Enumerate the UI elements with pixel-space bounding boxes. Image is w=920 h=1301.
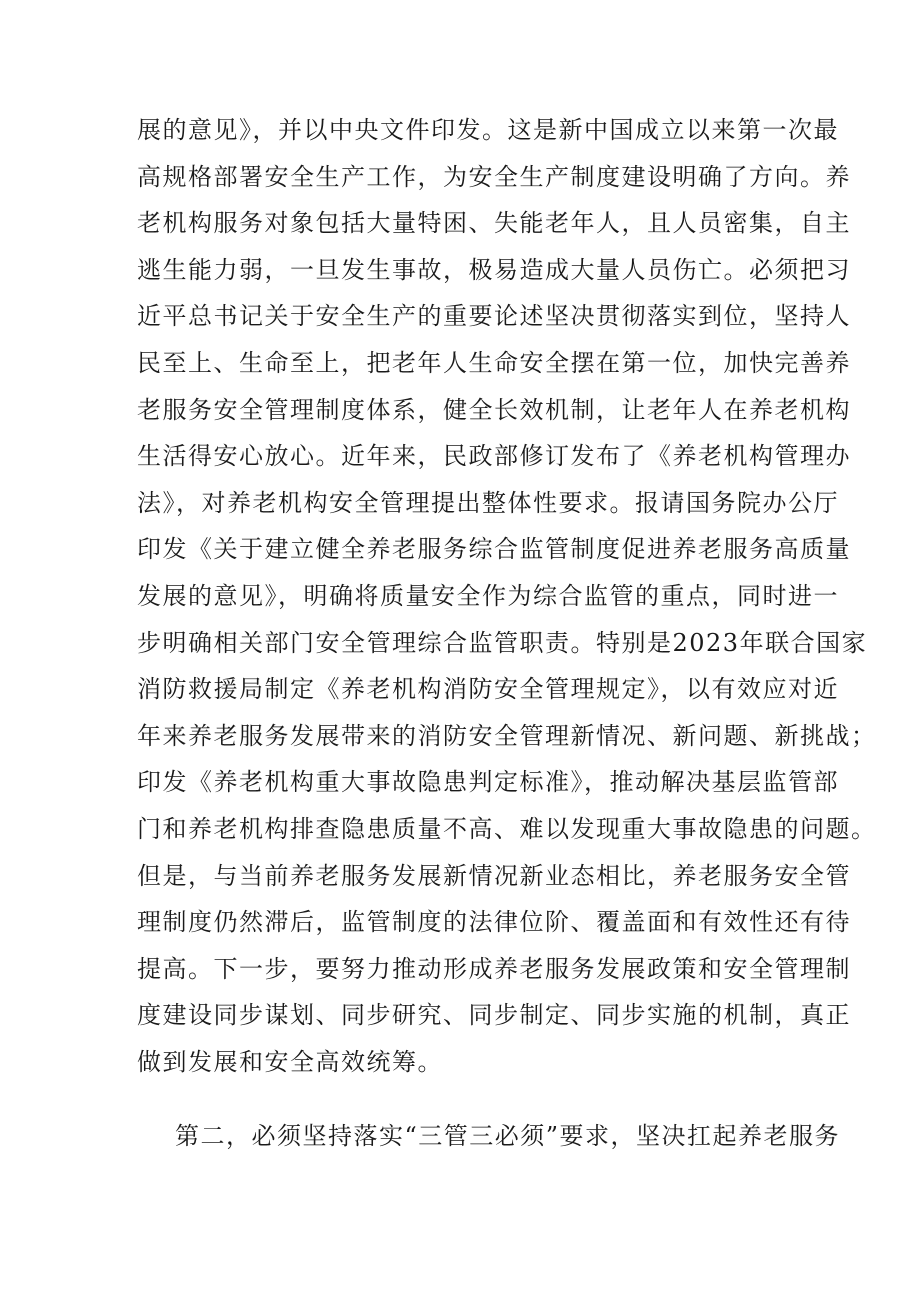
text-line: 年来养老服务发展带来的消防安全管理新情况、新问题、新挑战； — [137, 722, 877, 750]
text-line: 展的意见》，并以中央文件印发。这是新中国成立以来第一次最 — [137, 116, 839, 144]
text-line: 印发《关于建立健全养老服务综合监管制度促进养老服务高质量 — [137, 535, 851, 563]
text-line: 近平总书记关于安全生产的重要论述坚决贯彻落实到位，坚持人 — [137, 302, 851, 330]
text-line: 做到发展和安全高效统筹。 — [137, 1048, 443, 1076]
text-line: 提高。下一步，要努力推动形成养老服务发展政策和安全管理制 — [137, 955, 851, 983]
text-line: 第二，必须坚持落实“三管三必须”要求，坚决扛起养老服务 — [175, 1122, 841, 1150]
text-line: 消防救援局制定《养老机构消防安全管理规定》，以有效应对近 — [137, 675, 839, 703]
text-line: 门和养老机构排查隐患质量不高、难以发现重大事故隐患的问题。 — [137, 815, 877, 843]
text-line: 生活得安心放心。近年来，民政部修订发布了《养老机构管理办 — [137, 442, 851, 470]
text-line: 逃生能力弱，一旦发生事故，极易造成大量人员伤亡。必须把习 — [137, 256, 851, 284]
text-line: 老服务安全管理制度体系，健全长效机制，让老年人在养老机构 — [137, 396, 851, 424]
text-line: 但是，与当前养老服务发展新情况新业态相比，养老服务安全管 — [137, 862, 851, 890]
text-line: 老机构服务对象包括大量特困、失能老年人，且人员密集，自主 — [137, 209, 851, 237]
text-line: 高规格部署安全生产工作，为安全生产制度建设明确了方向。养 — [137, 163, 851, 191]
text-line: 民至上、生命至上，把老年人生命安全摆在第一位，加快完善养 — [137, 349, 851, 377]
text-line: 步明确相关部门安全管理综合监管职责。特别是2023年联合国家 — [137, 629, 868, 657]
text-line: 度建设同步谋划、同步研究、同步制定、同步实施的机制，真正 — [137, 1001, 851, 1029]
text-line: 理制度仍然滞后，监管制度的法律位阶、覆盖面和有效性还有待 — [137, 908, 851, 936]
text-line: 印发《养老机构重大事故隐患判定标准》，推动解决基层监管部 — [137, 768, 839, 796]
text-line: 发展的意见》，明确将质量安全作为综合监管的重点，同时进一 — [137, 582, 839, 610]
text-line: 法》，对养老机构安全管理提出整体性要求。报请国务院办公厅 — [137, 489, 839, 517]
